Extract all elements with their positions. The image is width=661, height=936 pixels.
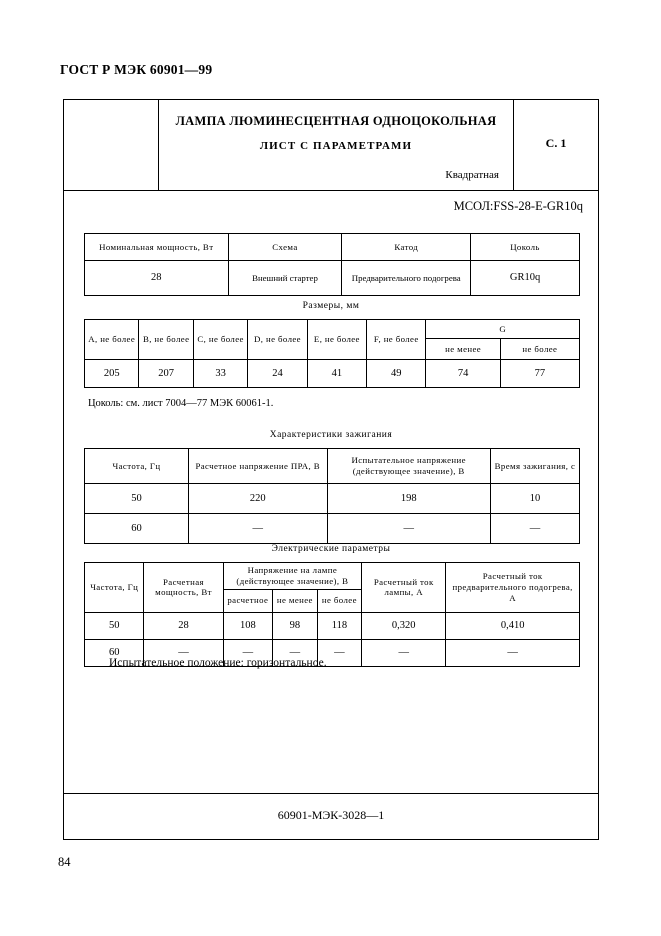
datasheet-title: ЛАМПА ЛЮМИНЕСЦЕНТНАЯ ОДНОЦОКОЛЬНАЯ	[175, 114, 497, 128]
standard-header: ГОСТ Р МЭК 60901—99	[60, 62, 213, 77]
header-ign-frequency: Частота, Гц	[85, 449, 189, 484]
table-header-row	[85, 320, 580, 339]
title-block-center-cell	[159, 100, 514, 190]
header-el-voltage-max: не более	[317, 589, 362, 612]
title-block	[64, 100, 598, 191]
electrical-caption: Электрические параметры	[271, 544, 391, 554]
header-el-power: Расчетная мощность, Вт	[144, 563, 223, 613]
value-el-voltage-rated-60: —	[223, 639, 273, 666]
header-cap: Цоколь	[471, 234, 580, 261]
value-el-lamp-current-50: 0,320	[362, 612, 446, 639]
electrical-table	[84, 562, 580, 667]
header-ign-test-voltage: Испытательное напряжение (действующее значение), В	[327, 449, 490, 484]
value-dim-e: 41	[307, 360, 366, 388]
test-position-note: Испытательное положение: горизонтальное.	[109, 657, 327, 669]
value-dim-g-max: 77	[500, 360, 579, 388]
value-ign-time-50: 10	[490, 484, 579, 514]
value-dim-c: 33	[193, 360, 247, 388]
header-cathode: Катод	[342, 234, 471, 261]
ignition-table	[84, 448, 580, 544]
header-el-voltage-min: не менее	[273, 589, 318, 612]
value-dim-a: 205	[85, 360, 139, 388]
value-ign-ballast-voltage-60: —	[188, 514, 327, 544]
value-dim-g-min: 74	[426, 360, 500, 388]
value-circuit: Внешний стартер	[228, 261, 342, 296]
value-el-voltage-rated-50: 108	[223, 612, 273, 639]
header-ign-time: Время зажигания, с	[490, 449, 579, 484]
header-dim-b: B, не более	[139, 320, 193, 360]
header-dim-g-max: не более	[500, 339, 579, 360]
table-row	[85, 484, 580, 514]
value-nominal-power: 28	[85, 261, 229, 296]
value-el-power-60: —	[144, 639, 223, 666]
value-cathode: Предварительного подогрева	[342, 261, 471, 296]
header-nominal-power: Номинальная мощность, Вт	[85, 234, 229, 261]
title-block-left-cell	[64, 100, 159, 190]
value-ign-test-voltage-60: —	[327, 514, 490, 544]
header-circuit: Схема	[228, 234, 342, 261]
table-row	[85, 514, 580, 544]
value-cap: GR10q	[471, 261, 580, 296]
value-ign-ballast-voltage-50: 220	[188, 484, 327, 514]
value-el-preheat-current-60: —	[446, 639, 580, 666]
value-dim-f: 49	[367, 360, 426, 388]
table-row	[85, 360, 580, 388]
header-dim-f: F, не более	[367, 320, 426, 360]
sheet-page-ref: С. 1	[545, 136, 567, 150]
header-dim-g: G	[426, 320, 580, 339]
header-dim-d: D, не более	[248, 320, 307, 360]
datasheet-frame	[63, 99, 599, 840]
value-el-voltage-max-60: —	[317, 639, 362, 666]
footer-code: 60901-МЭК-3028—1	[277, 808, 385, 822]
header-dim-g-min: не менее	[426, 339, 500, 360]
header-dim-a: A, не более	[85, 320, 139, 360]
lamp-designation-code: МСОЛ:FSS-28-E-GR10q	[453, 199, 583, 213]
value-el-frequency-50: 50	[85, 612, 144, 639]
header-dim-e: E, не более	[307, 320, 366, 360]
footer-separator	[64, 793, 598, 794]
table-row	[85, 261, 580, 296]
value-el-voltage-max-50: 118	[317, 612, 362, 639]
value-el-voltage-min-60: —	[273, 639, 318, 666]
table-header-row	[85, 234, 580, 261]
header-el-preheat-current: Расчетный ток предварительного подогрева, А	[446, 563, 580, 613]
ignition-caption: Характеристики зажигания	[269, 430, 393, 440]
table-header-row	[85, 449, 580, 484]
datasheet-subtitle: ЛИСТ С ПАРАМЕТРАМИ	[259, 140, 413, 152]
header-el-frequency: Частота, Гц	[85, 563, 144, 613]
value-ign-frequency-50: 50	[85, 484, 189, 514]
dimensions-table	[84, 319, 580, 388]
table-row	[85, 612, 580, 639]
header-el-lamp-current: Расчетный ток лампы, А	[362, 563, 446, 613]
value-el-frequency-60: 60	[85, 639, 144, 666]
table-header-row	[85, 563, 580, 590]
header-el-voltage-rated: расчетное	[223, 589, 273, 612]
title-block-right-cell	[514, 100, 598, 190]
header-ign-ballast-voltage: Расчетное напряжение ПРА, В	[188, 449, 327, 484]
value-el-lamp-current-60: —	[362, 639, 446, 666]
value-ign-test-voltage-50: 198	[327, 484, 490, 514]
dimensions-caption: Размеры, мм	[302, 301, 360, 311]
value-dim-b: 207	[139, 360, 193, 388]
main-parameters-table	[84, 233, 580, 296]
value-ign-frequency-60: 60	[85, 514, 189, 544]
header-dim-c: C, не более	[193, 320, 247, 360]
value-el-voltage-min-50: 98	[273, 612, 318, 639]
value-el-preheat-current-50: 0,410	[446, 612, 580, 639]
value-ign-time-60: —	[490, 514, 579, 544]
value-dim-d: 24	[248, 360, 307, 388]
socket-note: Цоколь: см. лист 7004—77 МЭК 60061-1.	[88, 398, 274, 409]
header-el-lamp-voltage: Напряжение на лампе (действующее значение), В	[223, 563, 362, 590]
value-el-power-50: 28	[144, 612, 223, 639]
page-number: 84	[58, 855, 71, 869]
lamp-shape-label: Квадратная	[445, 169, 499, 181]
